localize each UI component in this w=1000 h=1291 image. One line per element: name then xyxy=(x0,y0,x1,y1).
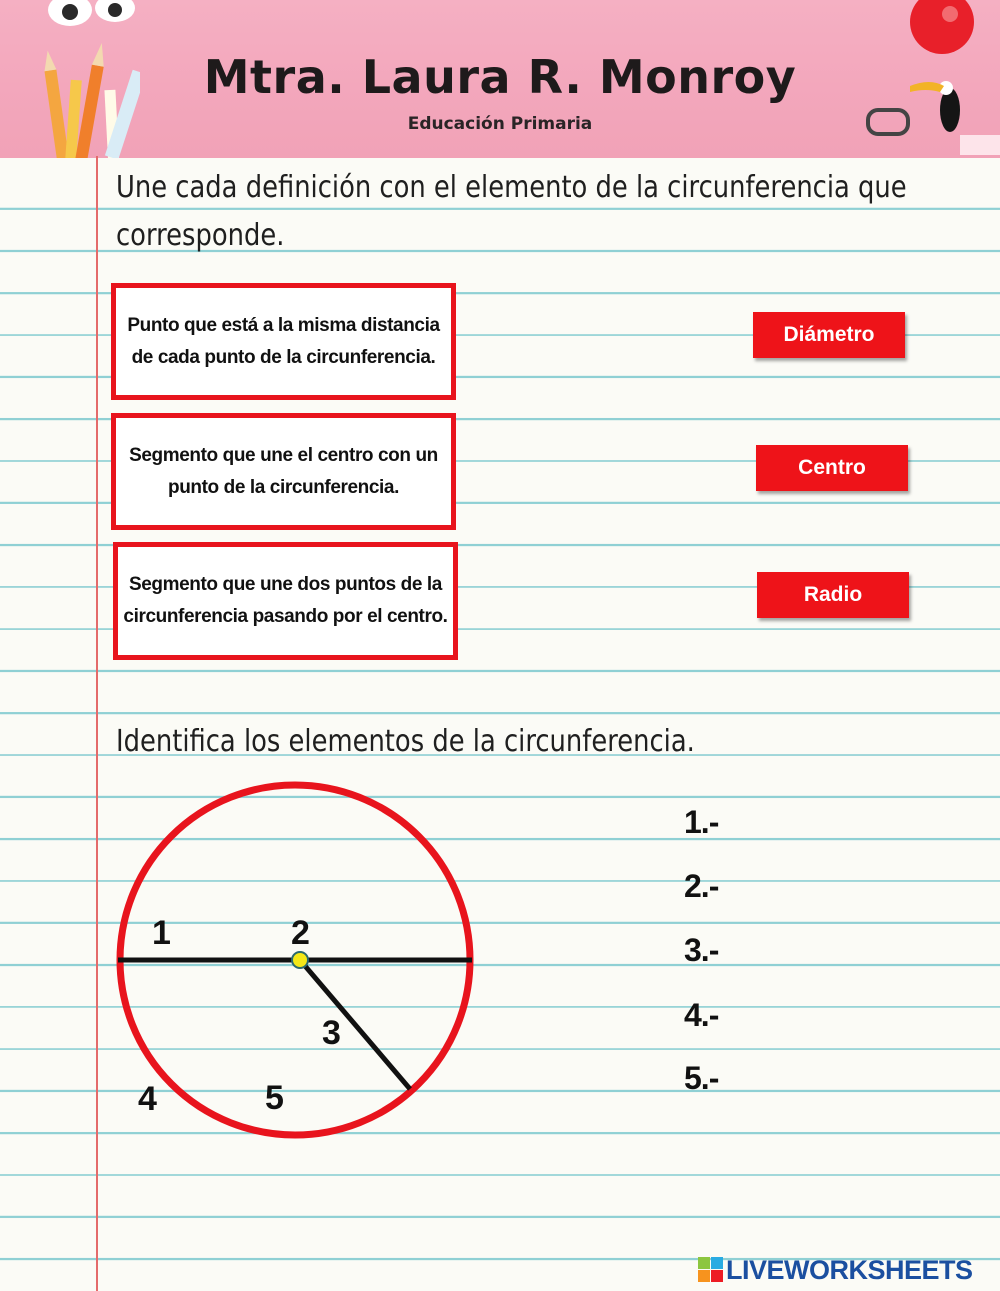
liveworksheets-blocks-icon xyxy=(698,1257,724,1283)
identify-instruction: Identifica los elementos de la circunferencia. xyxy=(116,724,695,759)
brand-name: LIVEWORKSHEETS xyxy=(726,1254,973,1285)
definition-1-line-1: Punto que está a la misma distancia xyxy=(127,314,440,336)
radius-line xyxy=(300,960,410,1089)
circumference-diagram xyxy=(100,772,500,1152)
answer-field-3[interactable]: 3.- xyxy=(684,932,719,968)
answer-field-1[interactable]: 1.- xyxy=(684,804,719,840)
definition-3-line-2: circunferencia pasando por el centro. xyxy=(123,606,448,627)
definition-box-3[interactable] xyxy=(113,542,458,660)
definition-2-line-2: punto de la circunferencia. xyxy=(168,476,399,498)
matching-instruction: Une cada definición con el elemento de la circunferencia que corresponde. xyxy=(116,170,907,253)
figure-label-4: 4 xyxy=(138,1080,157,1118)
figure-label-5: 5 xyxy=(265,1079,284,1117)
answer-diametro-button[interactable]: Diámetro xyxy=(753,312,905,358)
header-banner xyxy=(0,0,1000,158)
answer-field-2[interactable]: 2.- xyxy=(684,868,719,904)
definition-box-2[interactable] xyxy=(111,413,456,530)
answer-radio-button[interactable]: Radio xyxy=(757,572,909,618)
answer-field-5[interactable]: 5.- xyxy=(684,1060,719,1096)
notebook-margin-line xyxy=(96,156,98,1291)
answer-centro-button[interactable]: Centro xyxy=(756,445,908,491)
liveworksheets-logo xyxy=(698,1254,973,1286)
teacher-name-title: Mtra. Laura R. Monroy xyxy=(203,50,797,104)
definition-1-line-2: de cada punto de la circunferencia. xyxy=(131,346,436,368)
figure-label-1: 1 xyxy=(152,914,171,952)
definition-2-line-1: Segmento que une el centro con un xyxy=(129,444,438,466)
answer-field-4[interactable]: 4.- xyxy=(684,997,719,1033)
definition-box-1[interactable] xyxy=(111,283,456,400)
figure-label-2: 2 xyxy=(291,914,310,952)
figure-label-3: 3 xyxy=(322,1014,341,1052)
center-point xyxy=(292,952,308,968)
school-level-subtitle: Educación Primaria xyxy=(407,114,593,134)
definition-3-line-1: Segmento que une dos puntos de la xyxy=(128,574,442,595)
